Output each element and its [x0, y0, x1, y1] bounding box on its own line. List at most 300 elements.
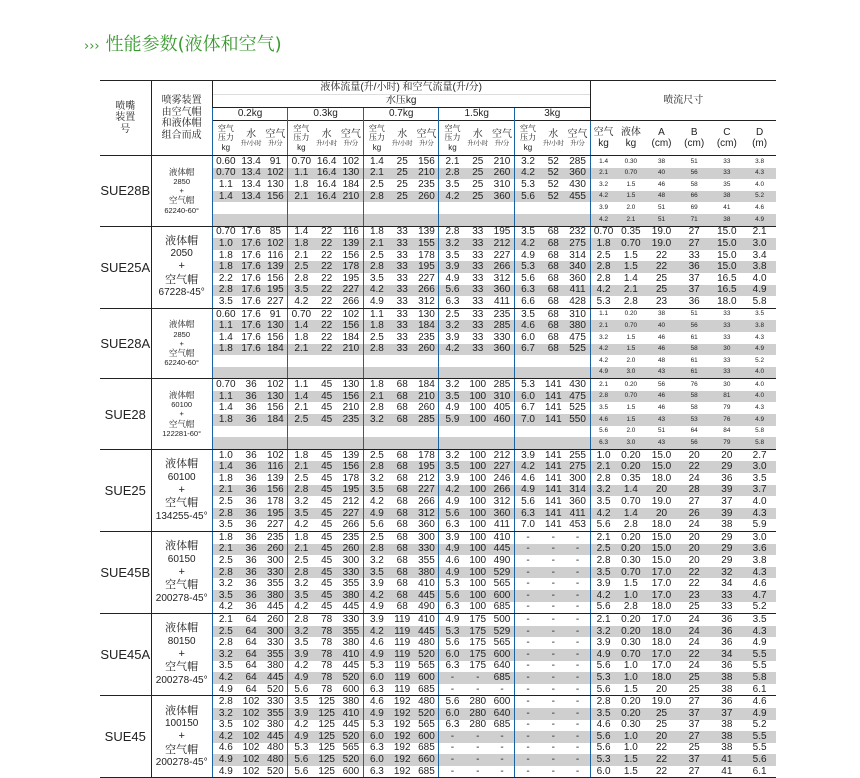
description-line: 液体帽: [168, 166, 195, 177]
data-cell: 116: [263, 461, 288, 473]
data-cell: 37: [721, 496, 733, 508]
data-cell: 1.4: [623, 272, 638, 284]
data-cell: [263, 437, 288, 449]
data-cell: 33: [390, 285, 415, 297]
data-cell: 3.5: [752, 473, 767, 484]
header-line: 升/分: [570, 139, 585, 147]
data-cell: 20: [688, 531, 700, 543]
data-cell: 5.6: [515, 191, 542, 203]
data-cell: 3.5: [212, 519, 239, 531]
data-cell: 141: [544, 379, 562, 391]
header-line: 升/小时: [391, 139, 413, 147]
data-cell: 178: [342, 473, 360, 484]
data-cell: 39: [711, 485, 744, 497]
data-cell: [541, 214, 566, 226]
data-cell: 2.8: [212, 637, 239, 649]
data-cell: -: [515, 626, 542, 638]
data-cell: 45: [321, 473, 333, 484]
data-cell: 5.6: [590, 426, 617, 438]
data-cell: -: [515, 649, 542, 661]
data-cell: 78: [321, 660, 333, 672]
data-cell: 78: [314, 684, 339, 696]
data-cell: 4.9: [515, 485, 542, 497]
data-cell: 300: [267, 555, 284, 566]
data-cell: 4.0: [743, 391, 776, 403]
data-cell: 45: [314, 508, 339, 520]
data-cell: [490, 202, 515, 214]
data-cell: 3.2: [439, 379, 466, 391]
data-cell: -: [541, 602, 566, 614]
data-cell: 46: [657, 404, 666, 412]
data-cell: 41: [711, 754, 744, 766]
data-cell: 192: [393, 742, 411, 754]
model-description: [151, 226, 212, 308]
data-cell: 45: [314, 544, 339, 556]
data-cell: 25: [678, 602, 711, 614]
data-cell: 48: [657, 356, 666, 364]
data-cell: 4.0: [752, 272, 767, 284]
data-cell: 1.0: [212, 449, 239, 461]
header-atomizer: [151, 81, 212, 156]
model-description: [151, 614, 212, 696]
data-cell: [490, 214, 515, 226]
header-line: kg: [297, 142, 306, 152]
data-cell: 0.20: [617, 544, 646, 556]
data-cell: 36: [721, 637, 733, 649]
description-line: 液体帽: [168, 319, 195, 330]
data-cell: 2.1: [590, 532, 617, 544]
data-cell: 1.1: [288, 379, 315, 391]
data-cell: 445: [490, 544, 515, 556]
data-cell: 266: [339, 519, 364, 531]
data-cell: 102: [267, 379, 284, 391]
data-cell: 125: [314, 731, 339, 743]
data-cell: 0.20: [621, 613, 641, 625]
data-cell: 64: [245, 613, 257, 625]
data-cell: 2.1: [590, 379, 617, 391]
data-cell: 360: [490, 344, 515, 356]
data-cell: 4.2: [212, 731, 239, 743]
data-cell: 4.3: [755, 333, 765, 341]
data-cell: 37: [711, 708, 744, 720]
data-cell: 100: [469, 449, 487, 461]
data-cell: [490, 355, 515, 367]
data-cell: 22: [645, 261, 678, 273]
data-cell: 100: [469, 531, 487, 543]
description-line: 2850: [173, 177, 191, 187]
data-cell: 4.9: [743, 214, 776, 226]
data-cell: -: [566, 754, 591, 766]
data-cell: 1.8: [288, 238, 315, 250]
data-cell: 445: [342, 719, 360, 731]
description-line: 空气帽: [165, 497, 199, 510]
data-cell: [339, 426, 364, 438]
data-cell: 4.2: [590, 590, 617, 602]
data-cell: 51: [645, 214, 678, 226]
description-line: +: [179, 409, 184, 419]
data-cell: 266: [418, 496, 435, 508]
data-cell: 529: [490, 567, 515, 579]
data-cell: 312: [493, 496, 511, 508]
data-cell: 3.5: [288, 696, 315, 708]
data-cell: 15.0: [645, 461, 678, 473]
description-line: 空气帽: [165, 661, 199, 674]
data-cell: 25: [472, 179, 484, 190]
data-cell: 4.0: [752, 496, 767, 508]
description-line: 80150: [167, 635, 196, 647]
data-cell: 260: [339, 544, 364, 556]
data-cell: 1.0: [590, 449, 617, 461]
data-cell: 2.1: [590, 461, 617, 473]
data-cell: -: [566, 590, 591, 602]
data-cell: 139: [418, 226, 435, 238]
data-cell: 68: [390, 414, 415, 426]
data-cell: 29: [721, 555, 733, 566]
description-line: 空气帽: [165, 743, 199, 756]
data-cell: 4.2: [363, 285, 390, 297]
data-cell: -: [575, 555, 580, 566]
data-cell: 0.70: [212, 226, 239, 238]
data-cell: 2.5: [363, 449, 390, 461]
data-cell: 210: [339, 191, 364, 203]
header-line: kg: [372, 142, 382, 152]
data-cell: 266: [339, 296, 364, 308]
data-cell: 24: [678, 519, 711, 531]
header-line: (m): [752, 138, 768, 149]
header-dim: [617, 121, 646, 156]
data-cell: 275: [566, 238, 591, 250]
data-cell: 52: [541, 191, 566, 203]
data-cell: [515, 355, 542, 367]
data-cell: 4.6: [363, 696, 390, 708]
data-cell: 5.8: [743, 672, 776, 684]
description-line: 67228-45°: [158, 287, 205, 299]
data-cell: 22: [321, 272, 333, 284]
data-cell: 3.5: [363, 273, 390, 285]
data-cell: 20: [645, 684, 678, 696]
data-cell: -: [466, 766, 491, 778]
data-cell: 360: [414, 519, 439, 531]
data-cell: 61: [690, 333, 698, 341]
data-cell: 6.3: [515, 508, 542, 520]
description-line: 空气帽: [168, 348, 195, 359]
data-cell: 1.4: [212, 332, 239, 344]
data-cell: 3.2: [515, 156, 542, 168]
data-cell: [466, 426, 491, 438]
data-cell: 410: [339, 649, 364, 661]
data-cell: 45: [314, 485, 339, 497]
data-cell: 4.2: [288, 720, 315, 732]
data-cell: 445: [263, 602, 288, 614]
data-cell: 5.6: [590, 661, 617, 673]
data-cell: 3.2: [590, 179, 617, 191]
data-cell: 18.0: [651, 473, 672, 484]
data-cell: 1.0: [623, 660, 638, 672]
description-line: 122281-60°: [162, 428, 202, 438]
data-cell: [314, 367, 339, 379]
data-cell: 20: [678, 544, 711, 556]
data-cell: 61: [690, 356, 698, 364]
data-cell: 22: [321, 249, 333, 261]
data-cell: 22: [678, 567, 711, 579]
data-cell: 3.9: [439, 532, 466, 544]
data-cell: [439, 202, 466, 214]
data-cell: 0.35: [621, 473, 641, 484]
data-cell: 260: [267, 613, 284, 625]
data-cell: 525: [566, 344, 591, 356]
data-cell: [239, 202, 264, 214]
data-cell: -: [515, 637, 542, 649]
data-cell: [212, 355, 239, 367]
data-cell: 529: [490, 626, 515, 638]
data-cell: [390, 367, 415, 379]
data-cell: 78: [314, 649, 339, 661]
data-cell: 119: [390, 684, 415, 696]
data-cell: 100: [469, 379, 487, 391]
data-cell: 490: [414, 602, 439, 614]
data-cell: 4.2: [288, 661, 315, 673]
header-line: 升/分: [494, 139, 510, 147]
data-cell: 156: [342, 249, 360, 261]
data-cell: 68: [390, 461, 415, 473]
data-cell: 130: [263, 320, 288, 332]
description-line: 2850: [173, 329, 191, 339]
data-cell: 71: [678, 214, 711, 226]
data-cell: 3.5: [288, 590, 315, 602]
data-cell: 210: [414, 391, 439, 403]
data-cell: 480: [267, 742, 284, 754]
data-cell: 4.2: [515, 168, 542, 180]
data-cell: 45: [321, 555, 333, 566]
data-cell: 260: [414, 344, 439, 356]
data-cell: 3.9: [590, 202, 617, 214]
data-cell: [363, 426, 390, 438]
data-cell: 285: [490, 320, 515, 332]
data-cell: 5.8: [755, 427, 765, 435]
data-cell: 102: [239, 708, 264, 720]
data-cell: -: [515, 567, 542, 579]
data-cell: [414, 214, 439, 226]
data-cell: 6.3: [515, 285, 542, 297]
data-cell: 5.6: [590, 731, 617, 743]
data-cell: 20: [645, 731, 678, 743]
header-line: 空气: [444, 124, 461, 134]
data-cell: 102: [242, 719, 260, 731]
data-cell: -: [575, 660, 580, 672]
data-cell: 4.2: [212, 672, 239, 684]
data-cell: 0.20: [617, 626, 646, 638]
data-cell: 45: [321, 496, 333, 508]
data-cell: 68: [396, 531, 408, 543]
data-cell: 64: [239, 649, 264, 661]
data-cell: 37: [678, 708, 711, 720]
data-cell: [414, 426, 439, 438]
data-cell: 34: [711, 649, 744, 661]
data-cell: 20: [721, 449, 733, 461]
header-line: 液体: [620, 126, 641, 138]
data-cell: [363, 367, 390, 379]
data-cell: 5.6: [439, 285, 466, 297]
data-cell: 5.6: [439, 637, 466, 649]
data-cell: -: [515, 614, 542, 626]
data-cell: 360: [569, 272, 586, 284]
data-cell: 17.6: [239, 344, 264, 356]
description-line: 60100: [167, 471, 196, 483]
data-cell: 2.1: [212, 614, 239, 626]
header-line: D: [755, 126, 764, 138]
data-cell: 36: [245, 496, 257, 508]
data-cell: 23: [645, 296, 678, 308]
data-cell: 33: [396, 226, 408, 238]
data-cell: [212, 367, 239, 379]
data-cell: 2.8: [590, 473, 617, 485]
data-cell: 0.70: [212, 168, 239, 180]
data-cell: 17.6: [241, 272, 261, 284]
data-cell: 5.6: [590, 602, 617, 614]
description-line: +: [178, 648, 185, 661]
data-cell: 428: [566, 296, 591, 308]
data-cell: -: [490, 684, 515, 696]
data-cell: 2.5: [590, 250, 617, 262]
data-cell: 5.6: [743, 754, 776, 766]
data-cell: 46: [657, 180, 666, 188]
data-cell: -: [515, 544, 542, 556]
data-cell: 23: [678, 590, 711, 602]
data-cell: [288, 202, 315, 214]
data-cell: 102: [242, 696, 260, 708]
data-cell: [314, 202, 339, 214]
data-cell: 6.0: [515, 391, 542, 403]
data-cell: 4.2: [590, 344, 617, 356]
data-cell: 360: [490, 191, 515, 203]
data-cell: [541, 437, 566, 449]
data-cell: 192: [390, 708, 415, 720]
data-cell: 4.6: [752, 578, 767, 590]
data-cell: 1.4: [288, 320, 315, 332]
data-cell: 1.8: [288, 179, 315, 191]
header-pressure: 1.5kg: [439, 108, 515, 121]
data-cell: 102: [239, 766, 264, 778]
model-description: [151, 156, 212, 227]
data-cell: -: [515, 766, 542, 778]
data-cell: 38: [711, 191, 744, 203]
data-cell: 411: [490, 296, 515, 308]
data-cell: 195: [339, 485, 364, 497]
description-line: 62240-60°: [164, 358, 200, 368]
data-cell: 45: [321, 449, 333, 461]
data-cell: 68: [390, 508, 415, 520]
data-cell: [288, 437, 315, 449]
data-cell: 102: [239, 731, 264, 743]
header-pressure: 0.3kg: [288, 108, 364, 121]
data-cell: 4.2: [363, 590, 390, 602]
chevron-icon: ›››: [84, 39, 100, 54]
data-cell: 51: [657, 427, 666, 435]
header-line: 升/小时: [316, 139, 338, 147]
data-cell: 3.9: [288, 708, 315, 720]
data-cell: 64: [239, 684, 264, 696]
data-cell: 64: [690, 427, 698, 435]
data-cell: 235: [418, 179, 435, 190]
data-cell: 141: [541, 508, 566, 520]
data-cell: 68: [390, 590, 415, 602]
data-cell: 2.8: [590, 696, 617, 708]
data-cell: 3.5: [363, 485, 390, 497]
data-cell: 2.1: [288, 344, 315, 356]
data-cell: 3.9: [439, 332, 466, 344]
data-cell: 4.9: [439, 273, 466, 285]
header-line: 空气: [340, 129, 361, 141]
data-cell: -: [541, 754, 566, 766]
data-cell: 285: [414, 414, 439, 426]
data-cell: 17.6: [239, 296, 264, 308]
header-flow-title: 液体流量(升/小时) 和空气流量(升/分): [212, 81, 590, 95]
data-cell: -: [439, 754, 466, 766]
data-cell: 36: [239, 391, 264, 403]
data-cell: 58: [678, 391, 711, 403]
data-cell: 235: [339, 414, 364, 426]
header-dim: [711, 121, 744, 156]
data-cell: 355: [418, 555, 435, 566]
data-cell: 139: [342, 449, 360, 461]
data-cell: 2.8: [590, 261, 617, 273]
data-cell: 40: [645, 168, 678, 180]
data-cell: 314: [566, 485, 591, 497]
data-cell: 17.6: [241, 308, 261, 320]
data-cell: 3.5: [752, 613, 767, 625]
header-air: [263, 121, 288, 156]
data-cell: [212, 437, 239, 449]
data-cell: 41: [723, 203, 731, 211]
data-cell: -: [575, 696, 580, 708]
data-cell: 2.1: [288, 250, 315, 262]
data-cell: 102: [242, 742, 260, 754]
data-cell: -: [551, 742, 555, 754]
data-cell: [239, 355, 264, 367]
data-cell: 3.9: [439, 473, 466, 485]
data-cell: 25: [472, 155, 484, 167]
data-cell: 2.8: [617, 296, 646, 308]
data-cell: 25: [390, 168, 415, 180]
header-line: 组合而成: [161, 129, 202, 141]
data-cell: 141: [541, 461, 566, 473]
data-cell: 600: [493, 696, 511, 708]
data-cell: 6.3: [439, 720, 466, 732]
data-cell: 600: [490, 590, 515, 602]
data-cell: 2.1: [590, 168, 617, 180]
data-cell: 2.2: [212, 273, 239, 285]
header-line: 空气: [416, 129, 437, 141]
header-line: 喷嘴: [115, 100, 136, 112]
data-cell: [566, 214, 591, 226]
data-cell: 45: [314, 461, 339, 473]
description-line: +: [178, 565, 185, 578]
data-cell: 184: [414, 320, 439, 332]
data-cell: 33: [390, 261, 415, 273]
data-cell: 33: [711, 367, 744, 379]
data-cell: 685: [414, 766, 439, 778]
data-cell: 116: [267, 249, 284, 261]
data-cell: 260: [414, 191, 439, 203]
data-cell: 192: [390, 731, 415, 743]
data-cell: 2.5: [288, 473, 315, 485]
data-cell: 227: [418, 272, 435, 284]
data-cell: 130: [418, 308, 435, 320]
data-cell: 36: [239, 485, 264, 497]
data-cell: 3.9: [590, 578, 617, 590]
data-cell: 3.5: [363, 567, 390, 579]
data-cell: 0.30: [621, 555, 641, 566]
